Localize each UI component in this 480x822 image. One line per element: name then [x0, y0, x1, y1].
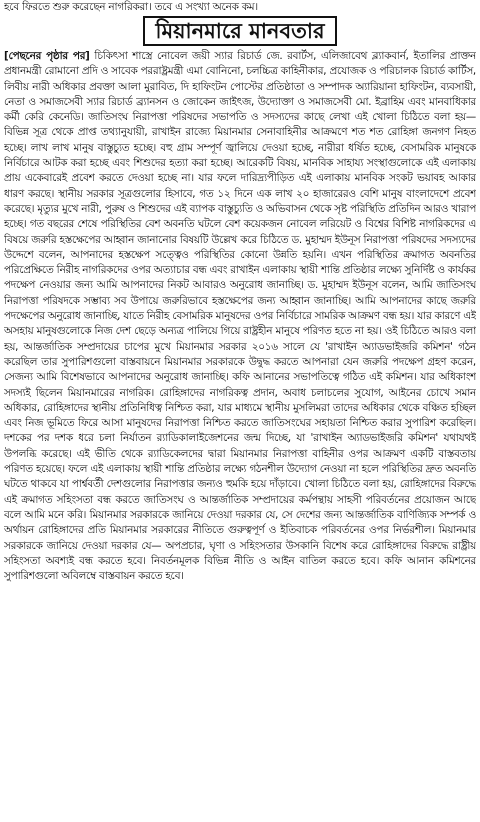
- article-text: চিকিৎসা শাস্ত্রে নোবেল জয়ী স্যার রিচার্ড জে. রবার্টস, এলিজাবেথ ব্ল্যাকবার্ন, ইতালির প্রাক্তন প্রধানমন্ত্রী রোমানো প্রদি ও সাবেক পররাষ্ট্রমন্ত্রী এমা বোনিনো, চলচ্চিত্র কাহিনীকার, প্রযোজক ও পরিচালক রিচার্ড কার্টিস, লিবীয় নারী অধিকার প্রবক্তা আলা মুরাবিত, দি হাফিংটন পোস্টের প্রতিষ্ঠাতা ও সম্পাদক অ্যারিয়ানা হাফিংটন, ব্যবসায়ী, নেতা ও সমাজসেবী স্যার রিচার্ড ব্র্যানসন ও জোকেন জাইৎজ, উদ্যোক্তা ও সমাজসেবী মো. ইব্রাহিম এবং মানবাধিকার কর্মী কেরি কেনেডি। জাতিসংঘ নিরাপত্তা পরিষদের সভাপতি ও সদস্যদের কাছে লেখা এই খোলা চিঠিতে বলা হয়— বিভিন্ন সূত্র থেকে প্রাপ্ত তথ্যানুযায়ী, রাখাইন রাজ্যে মিয়ানমার সেনাবাহিনীর আক্রমণে শত শত রোহিঙ্গা জনগণ নিহত হচ্ছে। লাখ লাখ মানুষ বাস্তুচ্যুত হচ্ছে। বহু গ্রাম সম্পূর্ণ জ্বালিয়ে দেওয়া হচ্ছে, নারীরা ধর্ষিত হচ্ছে, বেসামরিক মানুষকে নির্বিচারে আটক করা হচ্ছে এবং শিশুদের হত্যা করা হচ্ছে। আরেকটি বিষয়, মানবিক সাহায্য সংস্থাগুলোকে এই এলাকায় প্রায় একেবারেই প্রবেশ করতে দেওয়া হচ্ছে না। যার ফলে দারিদ্র্যপীড়িত এই এলাকায় মানবিক সংকট ভয়াবহ আকার ধারণ করছে। স্থানীয় সরকার সূত্রগুলোর হিসাবে, গত ১২ দিনে এক লাখ ২০ হাজারেরও বেশি মানুষ বাংলাদেশে প্রবেশ করেছে। মৃত্যুর মুখে নারী, পুরুষ ও শিশুদের এই ব্যাপক বাস্তুচ্যুতি ও অভিবাসন থেকে সৃষ্ট পরিস্থিতি প্রতিদিন আরও খারাপ হচ্ছে। গত বছরের শেষে পরিস্থিতির বেশ অবনতি ঘটলে বেশ কয়েকজন নোবেল লরিয়েট ও বিশ্বের বিশিষ্ট নাগরিকদের এ বিষয়ে জরুরি হস্তক্ষেপের আহ্বান জানানোর বিষয়টি উল্লেখ করে চিঠিতে ড. মুহাম্মদ ইউনূস নিরাপত্তা পরিষদের সদস্যদের উদ্দেশে বলেন, আপনাদের হস্তক্ষেপ সত্ত্বেও পরিস্থিতির কোনো উন্নতি হয়নি। এখন পরিস্থিতির ক্রমাগত অবনতির পরিপ্রেক্ষিতে নিরীহ নাগরিকদের ওপর অত্যাচার বন্ধ এবং রাখাইন এলাকায় স্থায়ী শান্তি প্রতিষ্ঠার লক্ষ্যে সুনির্দিষ্ট ও কার্যকর পদক্ষেপ নেওয়ার জন্য আমি আপনাদের নিকট আবারও অনুরোধ জানাচ্ছি। ড. মুহাম্মদ ইউনূস বলেন, আমি জাতিসংঘ নিরাপত্তা পরিষদকে সম্ভাব্য সব উপায়ে জরুরিভাবে হস্তক্ষেপের জন্য আহ্বান জানাচ্ছি। আমি আপনাদের কাছে জরুরি পদক্ষেপের অনুরোধ জানাচ্ছি, যাতে নিরীহ বেসামরিক মানুষদের ওপর নির্বিচারে সামরিক আক্রমণ বন্ধ হয়। যার কারণে এই অসহায় মানুষগুলোকে নিজ দেশ ছেড়ে অন্যত্র পালিয়ে গিয়ে রাষ্ট্রহীন মানুষে পরিণত হতে না হয়। ওই চিঠিতে আরও বলা হয়, আন্তর্জাতিক সম্প্রদায়ের চাপের মুখে মিয়ানমার সরকার ২০১৬ সালে যে 'রাখাইন অ্যাডভাইজরি কমিশন' গঠন করেছিল তার সুপারিশগুলো বাস্তবায়নে মিয়ানমার সরকারকে উদ্বুদ্ধ করতে আপনারা যেন জরুরি পদক্ষেপ গ্রহণ করেন, সেজন্য আমি বিশেষভাবে আপনাদের অনুরোধ জানাচ্ছি। কফি আনানের সভাপতিত্বে গঠিত এই কমিশন। যার অধিকাংশ সদস্যই ছিলেন মিয়ানমারের নাগরিক। রোহিঙ্গাদের নাগরিকত্ব প্রদান, অবাধ চলাচলের সুযোগ, আইনের চোখে সমান অধিকার, রোহিঙ্গাদের স্থানীয় প্রতিনিধিত্ব নিশ্চিত করা, যার মাধ্যমে স্থানীয় মুসলিমরা তাদের অধিকার থেকে বঞ্চিত হচ্ছিল এবং নিজ ভূমিতে ফিরে আসা মানুষদের নিরাপত্তা নিশ্চিত করতে জাতিসংঘের সহায়তা নিশ্চিত করার সুপারিশ করেছিল। দশকের পর দশক ধরে চলা নির্যাতন র‍্যাডিকালাইজেশনের জন্ম দিচ্ছে, যা 'রাখাইন অ্যাডভাইজরি কমিশন' যথাযথই উপলব্ধি করেছে। এই ভীতি থেকে র‍্যাডিকেলদের দ্বারা মিয়ানমার নিরাপত্তা বাহিনীর ওপর আক্রমণ একটি বাস্তবতায় পরিণত হয়েছে। ফলে এই এলাকায় স্থায়ী শান্তি প্রতিষ্ঠার লক্ষ্যে গঠনশীল উদ্যোগ নেওয়া না হলে পরিস্থিতির দ্রুত অবনতি ঘটতে থাকবে যা পার্শ্ববর্তী দেশগুলোর নিরাপত্তার জন্যও হুমকি হয়ে দাঁড়াবে। খোলা চিঠিতে বলা হয়, রোহিঙ্গাদের বিরুদ্ধে এই ক্রমাগত সহিংসতা বন্ধ করতে জাতিসংঘ ও আন্তর্জাতিক সম্প্রদায়ের কর্মপন্থায় সাহসী পরিবর্তনের প্রয়োজন আছে বলে আমি মনে করি। মিয়ানমার সরকারকে জানিয়ে দেওয়া দরকার যে, সে দেশের জন্য আন্তর্জাতিক বাণিজ্যিক সম্পর্ক ও অর্থায়ন রোহিঙ্গাদের প্রতি মিয়ানমার সরকারের নীতিতে গুরুত্বপূর্ণ ও ইতিবাচক পরিবর্তনের ওপর নির্ভরশীল। মিয়ানমার সরকারকে জানিয়ে দেওয়া দরকার যে— অপপ্রচার, ঘৃণা ও সহিংসতার উসকানি বিশেষ করে রোহিঙ্গাদের বিরুদ্ধে রাষ্ট্রীয় সহিংসতা অবশ্যই বন্ধ করতে হবে। নিবর্তনমূলক বিভিন্ন নীতি ও আইন বাতিল করতে হবে। কফি আনান কমিশনের সুপারিশগুলো অবিলম্বে বাস্তবায়ন করতে হবে।: [4, 50, 476, 583]
- headline: মিয়ানমারে মানবতার: [143, 16, 336, 46]
- headline-box: [4, 16, 476, 46]
- previous-article-tail: হবে ফিরতে শুরু করেছেন নাগরিকরা। তবে এ সংখ্যা অনেক কম।: [4, 1, 258, 13]
- continuation-kicker: [পেছনের পৃষ্ঠার পর]: [4, 50, 90, 62]
- article-body: [4, 49, 476, 819]
